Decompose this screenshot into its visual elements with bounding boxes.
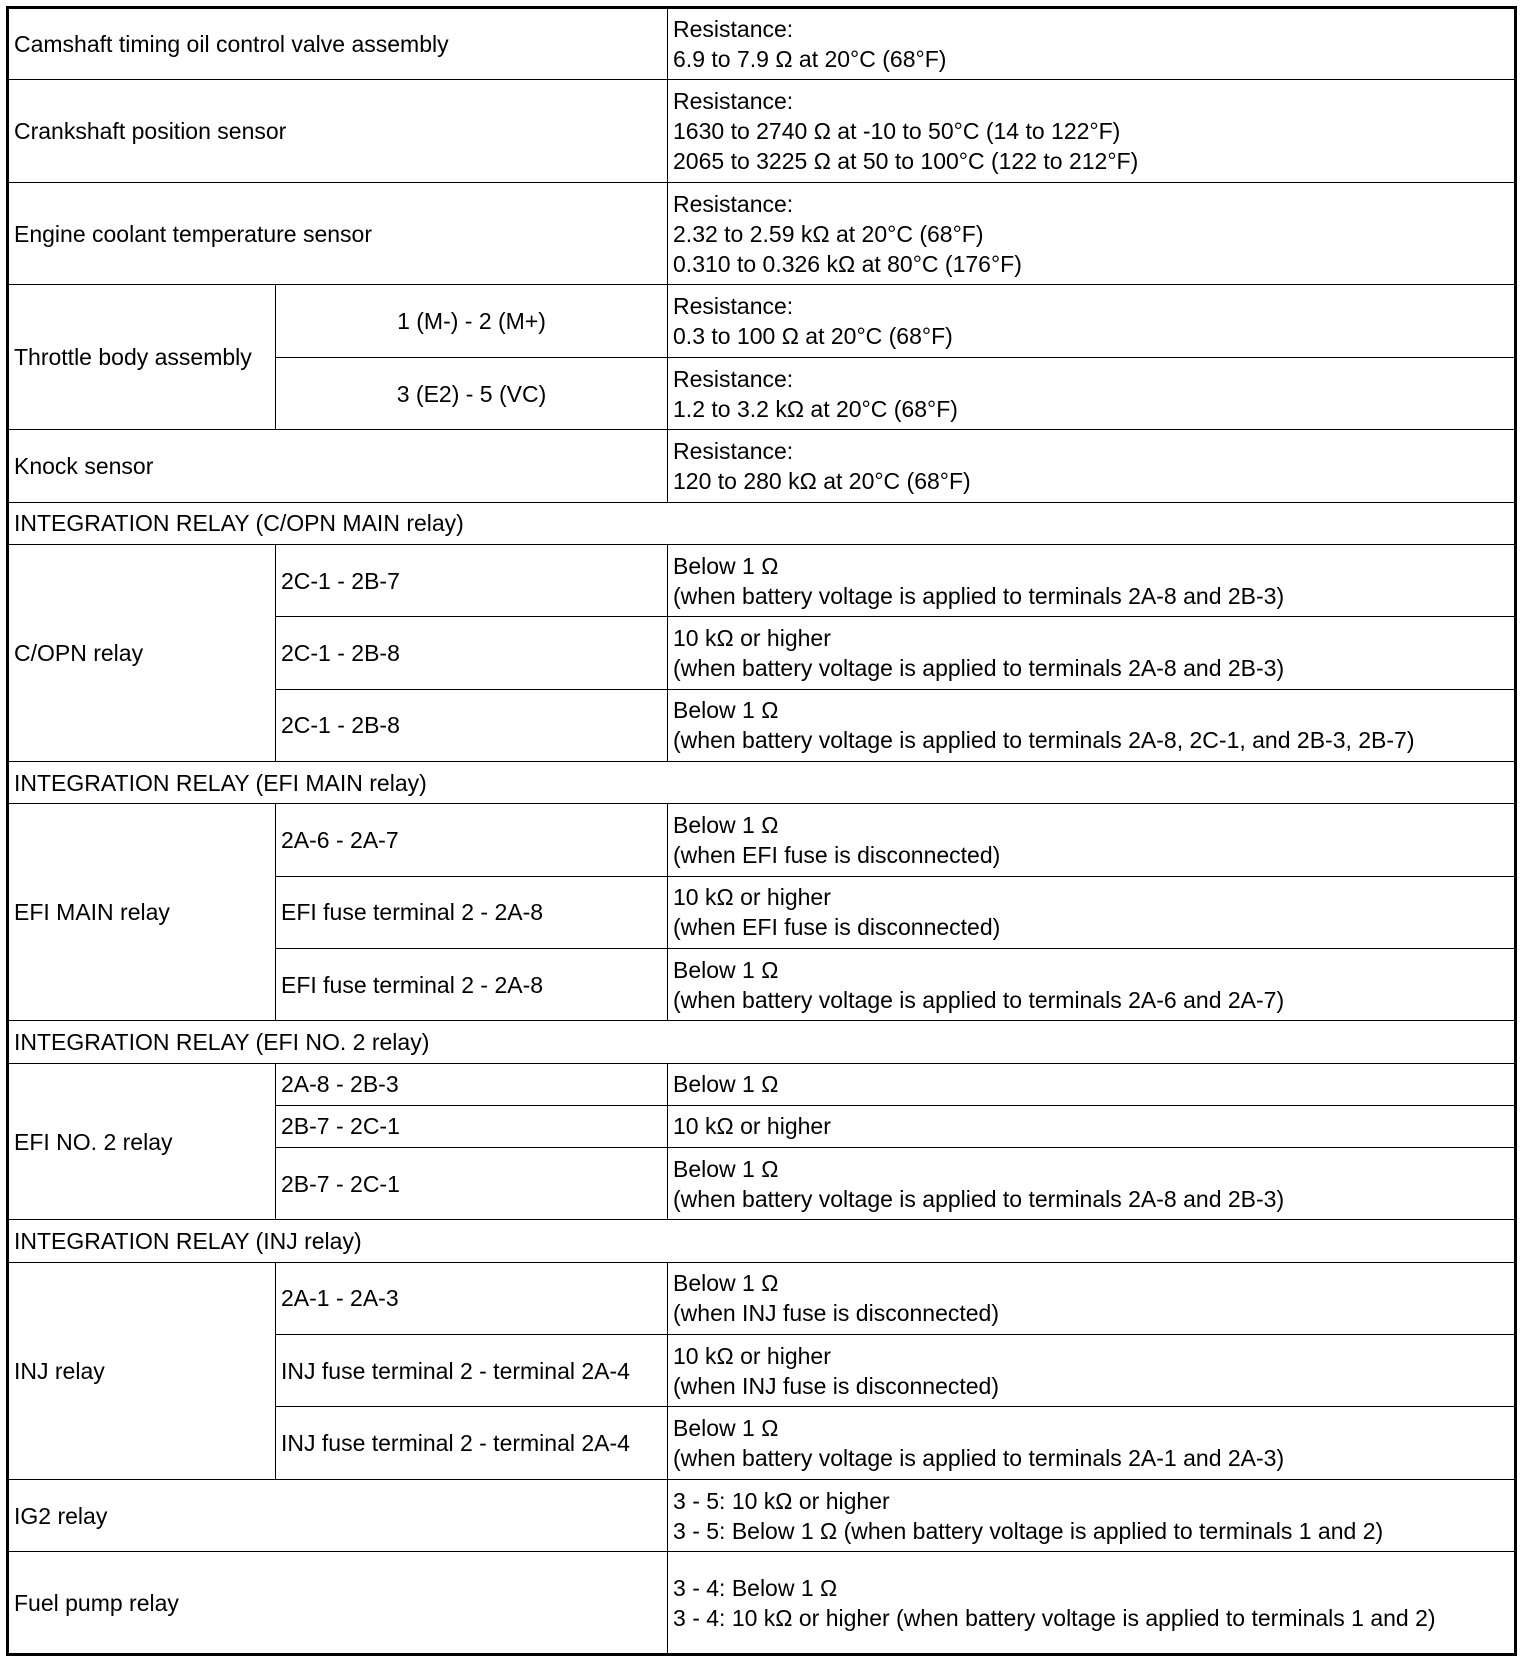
component-name: EFI NO. 2 relay xyxy=(8,1063,276,1220)
spec-line: (when INJ fuse is disconnected) xyxy=(673,1300,1000,1327)
spec-line: 1.2 to 3.2 kΩ at 20°C (68°F) xyxy=(673,395,958,422)
table-row xyxy=(8,544,1516,616)
component-name: Engine coolant temperature sensor xyxy=(8,182,668,285)
spec-line: (when battery voltage is applied to terminals 2A-6 and 2A-7) xyxy=(673,986,1285,1013)
spec-cell xyxy=(668,804,1516,876)
spec-line: Below 1 Ω xyxy=(673,1155,779,1182)
component-name: EFI MAIN relay xyxy=(8,804,276,1021)
spec-line: 0.310 to 0.326 kΩ at 80°C (176°F) xyxy=(673,250,1022,277)
component-name: Camshaft timing oil control valve assembly xyxy=(8,8,668,80)
component-name: Crankshaft position sensor xyxy=(8,80,668,183)
terminal-cell: 2A-1 - 2A-3 xyxy=(276,1262,668,1334)
section-header: INTEGRATION RELAY (C/OPN MAIN relay) xyxy=(8,502,1516,544)
spec-cell xyxy=(668,689,1516,761)
spec-line: Below 1 Ω xyxy=(673,811,779,838)
component-name: IG2 relay xyxy=(8,1479,668,1551)
spec-cell xyxy=(668,182,1516,285)
spec-line: 3 - 5: 10 kΩ or higher xyxy=(673,1487,890,1514)
specification-table xyxy=(6,6,1517,1656)
terminal-cell: 1 (M-) - 2 (M+) xyxy=(276,285,668,357)
spec-line: 6.9 to 7.9 Ω at 20°C (68°F) xyxy=(673,46,947,73)
spec-cell xyxy=(668,1407,1516,1479)
component-name: Throttle body assembly xyxy=(8,285,276,430)
spec-cell xyxy=(668,1105,1516,1147)
spec-line: Resistance: xyxy=(673,88,794,115)
spec-line: 0.3 to 100 Ω at 20°C (68°F) xyxy=(673,323,953,350)
spec-line: 10 kΩ or higher xyxy=(673,624,831,651)
table-row xyxy=(8,8,1516,80)
section-header: INTEGRATION RELAY (EFI NO. 2 relay) xyxy=(8,1021,1516,1063)
spec-line: Below 1 Ω xyxy=(673,956,779,983)
table-row xyxy=(8,1063,1516,1105)
terminal-cell: 2A-8 - 2B-3 xyxy=(276,1063,668,1105)
component-name: Fuel pump relay xyxy=(8,1552,668,1655)
table-row xyxy=(8,1552,1516,1655)
spec-cell xyxy=(668,80,1516,183)
component-name: C/OPN relay xyxy=(8,544,276,761)
spec-cell xyxy=(668,1552,1516,1655)
terminal-cell: 2C-1 - 2B-8 xyxy=(276,689,668,761)
table-row xyxy=(8,1262,1516,1334)
section-header: INTEGRATION RELAY (INJ relay) xyxy=(8,1220,1516,1262)
spec-cell xyxy=(668,357,1516,429)
terminal-cell: 2C-1 - 2B-8 xyxy=(276,617,668,689)
spec-line: Below 1 Ω xyxy=(673,552,779,579)
table-row xyxy=(8,1479,1516,1551)
component-name: Knock sensor xyxy=(8,430,668,502)
spec-cell xyxy=(668,430,1516,502)
spec-line: (when EFI fuse is disconnected) xyxy=(673,841,1001,868)
spec-line: Resistance: xyxy=(673,16,794,43)
section-header: INTEGRATION RELAY (EFI MAIN relay) xyxy=(8,762,1516,804)
terminal-cell: INJ fuse terminal 2 - terminal 2A-4 xyxy=(276,1407,668,1479)
terminal-cell: 2C-1 - 2B-7 xyxy=(276,544,668,616)
component-name: INJ relay xyxy=(8,1262,276,1479)
terminal-cell: EFI fuse terminal 2 - 2A-8 xyxy=(276,949,668,1021)
spec-cell xyxy=(668,1262,1516,1334)
spec-line: 1630 to 2740 Ω at -10 to 50°C (14 to 122°F) xyxy=(673,118,1121,145)
table-row xyxy=(8,430,1516,502)
spec-line: (when EFI fuse is disconnected) xyxy=(673,914,1001,941)
spec-line: 3 - 4: 10 kΩ or higher (when battery voltage is applied to terminals 1 and 2) xyxy=(673,1604,1436,1631)
spec-line: Below 1 Ω xyxy=(673,1415,779,1442)
spec-line: 10 kΩ or higher xyxy=(673,1342,831,1369)
spec-line: (when battery voltage is applied to terminals 2A-1 and 2A-3) xyxy=(673,1445,1285,1472)
spec-line: (when battery voltage is applied to terminals 2A-8 and 2B-3) xyxy=(673,654,1285,681)
spec-cell xyxy=(668,1148,1516,1220)
spec-line: (when battery voltage is applied to terminals 2A-8, 2C-1, and 2B-3, 2B-7) xyxy=(673,727,1415,754)
spec-line: 3 - 5: Below 1 Ω (when battery voltage is applied to terminals 1 and 2) xyxy=(673,1517,1384,1544)
terminal-cell: INJ fuse terminal 2 - terminal 2A-4 xyxy=(276,1335,668,1407)
spec-line: 2065 to 3225 Ω at 50 to 100°C (122 to 212°F) xyxy=(673,148,1139,175)
spec-cell xyxy=(668,1479,1516,1551)
spec-cell xyxy=(668,876,1516,948)
spec-cell xyxy=(668,544,1516,616)
section-header-row xyxy=(8,1021,1516,1063)
table-row xyxy=(8,285,1516,357)
table-row xyxy=(8,182,1516,285)
spec-line: Below 1 Ω xyxy=(673,1270,779,1297)
spec-line: 120 to 280 kΩ at 20°C (68°F) xyxy=(673,467,971,494)
spec-line: (when battery voltage is applied to terminals 2A-8 and 2B-3) xyxy=(673,1185,1285,1212)
section-header-row xyxy=(8,502,1516,544)
spec-cell xyxy=(668,617,1516,689)
spec-line: Resistance: xyxy=(673,365,794,392)
spec-cell xyxy=(668,949,1516,1021)
spec-line: Resistance: xyxy=(673,437,794,464)
spec-line: 10 kΩ or higher xyxy=(673,1113,831,1140)
spec-line: 3 - 4: Below 1 Ω xyxy=(673,1574,838,1601)
terminal-cell: 3 (E2) - 5 (VC) xyxy=(276,357,668,429)
table-row xyxy=(8,80,1516,183)
section-header-row xyxy=(8,1220,1516,1262)
spec-cell xyxy=(668,285,1516,357)
spec-line: Below 1 Ω xyxy=(673,697,779,724)
spec-line: Resistance: xyxy=(673,190,794,217)
terminal-cell: 2A-6 - 2A-7 xyxy=(276,804,668,876)
spec-cell xyxy=(668,8,1516,80)
spec-line: 2.32 to 2.59 kΩ at 20°C (68°F) xyxy=(673,220,984,247)
spec-line: Below 1 Ω xyxy=(673,1071,779,1098)
spec-line: 10 kΩ or higher xyxy=(673,884,831,911)
spec-line: Resistance: xyxy=(673,293,794,320)
section-header-row xyxy=(8,762,1516,804)
terminal-cell: 2B-7 - 2C-1 xyxy=(276,1148,668,1220)
table-row xyxy=(8,804,1516,876)
terminal-cell: EFI fuse terminal 2 - 2A-8 xyxy=(276,876,668,948)
terminal-cell: 2B-7 - 2C-1 xyxy=(276,1105,668,1147)
spec-line: (when INJ fuse is disconnected) xyxy=(673,1372,1000,1399)
spec-line: (when battery voltage is applied to terminals 2A-8 and 2B-3) xyxy=(673,582,1285,609)
spec-cell xyxy=(668,1335,1516,1407)
spec-cell xyxy=(668,1063,1516,1105)
